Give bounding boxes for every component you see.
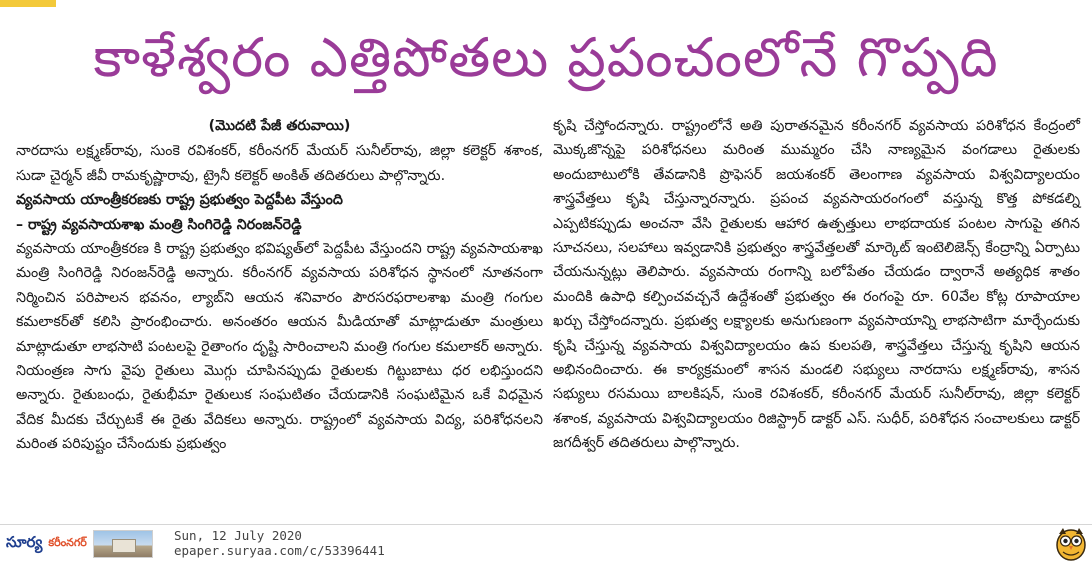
edition-meta bbox=[174, 528, 385, 558]
paragraph: కృషి చేస్తోందన్నారు. రాష్ట్రంలోనే అతి పురాతనమైన కరీంనగర్ వ్యవసాయ పరిశోధన కేంద్రంలో మొక్కజొన్నపై పరిశోధనలు మరింత ముమ్మరం చేసి నాణ్యమైన వంగడాలు రైతులకు అందుబాటులోకి తేవడానికి ప్రొఫెసర్ జయశంకర్ తెలంగాణ వ్యవసాయ విశ్వవిద్యాలయం శాస్త్రవేత్తలు కృషి చేస్తున్నారన్నారు. ప్రపంచ వ్యవసాయరంగంలో వస్తున్న కొత్త పోకడల్ని ఎప్పటికప్పుడు అంచనా వేసి రైతులకు ఆహార ఉత్పత్తులు లాభదాయక పంటల సాగుపై తగిన సూచనలు, సలహాలు ఇవ్వడానికి ప్రభుత్వం శాస్త్రవేత్తలతో మార్కెట్ ఇంటెలిజెన్స్ కేంద్రాన్ని ఏర్పాటు చేయనున్నట్లు తెలిపారు. వ్యవసాయ రంగాన్ని బలోపేతం చేయడం ద్వారానే అత్యధిక శాతం మందికి ఉపాధి కల్పించవచ్చనే ఉద్దేశంతో ప్రభుత్వం ఈ రంగంపై రూ. 60వేల కోట్ల రూపాయాల ఖర్చు చేస్తోందన్నారు. ప్రభుత్వ లక్ష్యాలకు అనుగుణంగా వ్యవసాయాన్ని లాభసాటిగా మార్చేందుకు కృషి చేస్తున్న వ్యవసాయ విశ్వవిద్యాలయం ఉప కులపతి, శాస్త్రవేత్తలు చేస్తున్న కృషిని ఆయన అభినందించారు. ఈ కార్యక్రమంలో శాసన మండలి సభ్యులు నారదాసు లక్ష్మణ్‌రావు, శాసన సభ్యులు రసమయి బాలకిషన్, సుంకె రవిశంకర్, కరీంనగర్ మేయర్ సునీల్‌రావు, జిల్లా కలెక్టర్ శశాంక, వ్యవసాయ విశ్వవిద్యాలయం రిజిస్ట్రార్ డాక్టర్ ఎస్. సుధీర్, పరిశోధన సంచాలకులు డాక్టర్ జగదీశ్వర్ తదితరులు పాల్గొన్నారు. bbox=[553, 118, 1080, 452]
paragraph: వ్యవసాయ యాంత్రీకరణ కి రాష్ట్ర ప్రభుత్వం భవిష్యత్‌లో పెద్దపీట వేస్తుందని రాష్ట్ర వ్యవసాయశాఖ మంత్రి సింగిరెడ్డి నిరంజన్‌రెడ్డి అన్నారు. కరీంనగర్ వ్యవసాయ పరిశోధన స్థానంలో నూతనంగా నిర్మించిన పరిపాలన భవనం, ల్యాబ్‌ని ఆయన శనివారం పౌరసరఫరాలశాఖ మంత్రి గంగుల కమలాకర్‌తో కలిసి ప్రారంభించారు. అనంతరం ఆయన మీడియాతో మాట్లాడుతూ మంత్రులు మాట్లాడుతూ లాభసాటి పంటలపై రైతాంగం దృష్టి సారించాలని మంత్రి గంగుల కమలాకర్ అన్నారు. నియంత్రణ సాగు వైపు రైతులు మొగ్గు చూపినప్పుడు రైతులకు గిట్టుబాటు ధర లభిస్తుందని అన్నారు. రైతుబంధు, రైతుభీమా రైతులుక సంఘటితం చేయడానికి సంఘటిమైన ఒకే విధమైన వేదిక మీదకు చేర్చుటకే ఈ రైతు వేదికలు అన్నారు. రాష్ట్రంలో వ్యవసాయ విద్య, పరిశోధనలని మరింత పరిపుష్టం చేసేందుకు ప్రభుత్వం bbox=[16, 241, 543, 453]
continuation-label: (మొదటి పేజీ తరువాయి) bbox=[208, 118, 351, 134]
edition-url[interactable]: epaper.suryaa.com/c/53396441 bbox=[174, 543, 385, 558]
headline: కాళేశ్వరం ఎత్తిపోతలు ప్రపంచంలోనే గొప్పది bbox=[93, 26, 999, 89]
paragraph: నారదాసు లక్ష్మణ్‌రావు, సుంకె రవిశంకర్, కరీంనగర్ మేయర్ సునీల్‌రావు, జిల్లా కలెక్టర్ శశాంక, సుడా చైర్మన్ జీవీ రామకృష్ణారావు, ట్రైనీ కలెక్టర్ అంకిత్ తదితరులు పాల్గొన్నారు. bbox=[16, 143, 543, 184]
owl-icon[interactable] bbox=[1054, 525, 1088, 561]
article-body bbox=[16, 114, 1080, 510]
publication-logo[interactable] bbox=[6, 529, 166, 559]
logo-name: సూర్య bbox=[6, 533, 43, 551]
logo-edition: కరీంనగర్ bbox=[48, 536, 87, 549]
edition-date: Sun, 12 July 2020 bbox=[174, 528, 302, 543]
article-column-2 bbox=[553, 114, 1080, 510]
top-accent-tab bbox=[0, 0, 56, 7]
subheading-attribution: – రాష్ట్ర వ్యవసాయశాఖ మంత్రి సింగిరెడ్డి నిరంజన్‌రెడ్డి bbox=[16, 216, 302, 233]
subheading: వ్యవసాయ యాంత్రీకరణకు రాష్ట్ర ప్రభుత్వం పెద్దపీట వేస్తుంది bbox=[16, 192, 343, 209]
article-column-1 bbox=[16, 114, 543, 510]
building-thumbnail bbox=[93, 530, 153, 558]
footer-divider bbox=[0, 524, 1092, 525]
